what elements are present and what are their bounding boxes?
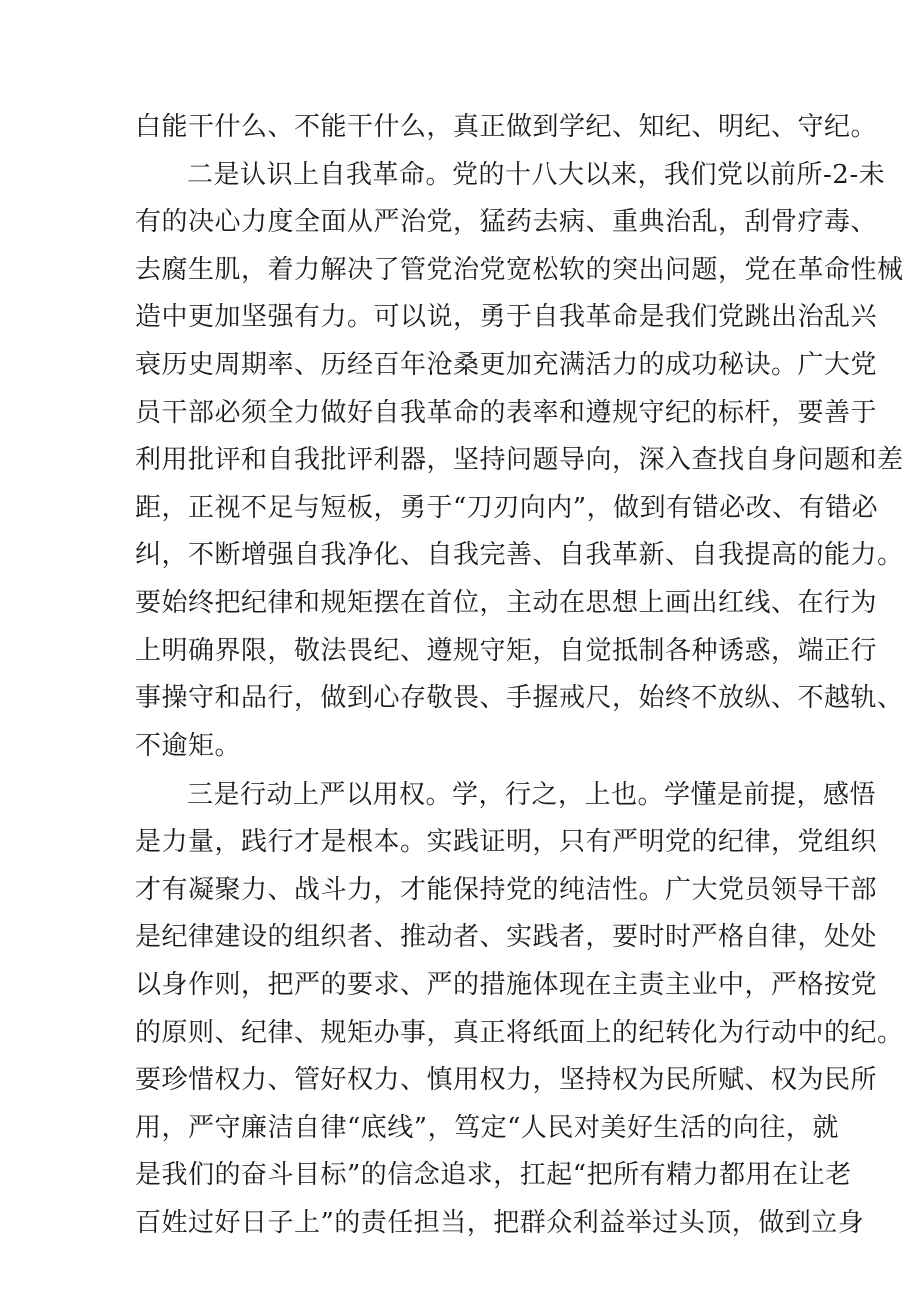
text-line-1: 白能干什么、不能干什么，真正做到学纪、知纪、明纪、守纪。: [135, 112, 878, 142]
text-line-15: 三是行动上严以用权。学，行之，上也。学懂是前提，感悟: [187, 780, 877, 810]
text-line-23: 是我们的奋斗目标”的信念追求，扛起“把所有精力都用在让老: [135, 1160, 852, 1190]
text-line-8: 利用批评和自我批评利器，坚持问题导向，深入查找自身问题和差: [135, 445, 904, 475]
text-line-3: 有的决心力度全面从严治党，猛药去病、重典治乱，刮骨疗毒、: [135, 207, 878, 237]
text-line-6: 衰历史周期率、历经百年沧桑更加充满活力的成功秘诀。广大党: [135, 350, 878, 380]
text-line-2: 二是认识上自我革命。党的十八大以来，我们党以前所-2-未: [187, 160, 886, 190]
text-line-12: 上明确界限，敬法畏纪、遵规守矩，自觉抵制各种诱惑，端正行: [135, 636, 878, 666]
text-line-7: 员干部必须全力做好自我革命的表率和遵规守纪的标杆，要善于: [135, 398, 878, 428]
text-line-5: 造中更加坚强有力。可以说，勇于自我革命是我们党跳出治乱兴: [135, 302, 878, 332]
text-line-21: 要珍惜权力、管好权力、慎用权力，坚持权为民所赋、权为民所: [135, 1065, 878, 1095]
text-line-11: 要始终把纪律和规矩摆在首位，主动在思想上画出红线、在行为: [135, 588, 878, 618]
text-line-10: 纠，不断增强自我净化、自我完善、自我革新、自我提高的能力。: [135, 540, 904, 570]
text-line-13: 事操守和品行，做到心存敬畏、手握戒尺，始终不放纵、不越轨、: [135, 683, 904, 713]
text-line-17: 才有凝聚力、战斗力，才能保持党的纯洁性。广大党员领导干部: [135, 875, 878, 905]
text-line-14: 不逾矩。: [135, 731, 242, 761]
text-line-19: 以身作则，把严的要求、严的措施体现在主责主业中，严格按党: [135, 970, 878, 1000]
text-line-18: 是纪律建设的组织者、推动者、实践者，要时时严格自律，处处: [135, 922, 878, 952]
text-line-24: 百姓过好日子上”的责任担当，把群众利益举过头顶，做到立身: [135, 1208, 865, 1238]
text-line-16: 是力量，践行才是根本。实践证明，只有严明党的纪律，党组织: [135, 827, 878, 857]
text-line-9: 距，正视不足与短板，勇于“刀刃向内”，做到有错必改、有错必: [135, 493, 879, 523]
text-line-22: 用，严守廉洁自律“底线”，笃定“人民对美好生活的向往，就: [135, 1113, 839, 1143]
text-line-4: 去腐生肌，着力解决了管党治党宽松软的突出问题，党在革命性械: [135, 255, 904, 285]
text-line-20: 的原则、纪律、规矩办事，真正将纸面上的纪转化为行动中的纪。: [135, 1018, 904, 1048]
